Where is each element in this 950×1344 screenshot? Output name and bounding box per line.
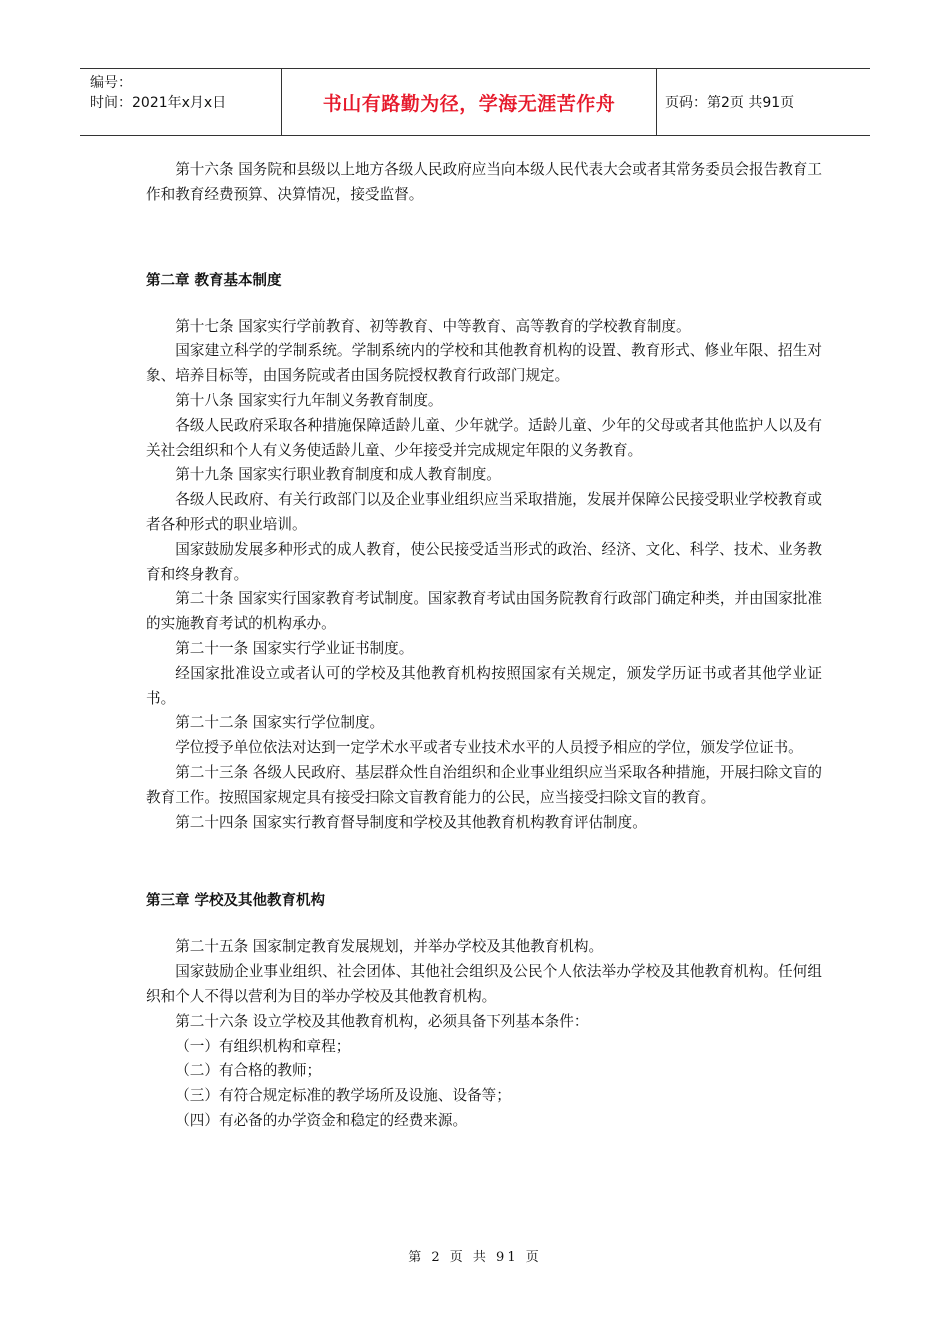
paragraph: 第二十三条 各级人民政府、基层群众性自治组织和企业事业组织应当采取各种措施，开展扫除文盲的教育工作。按照国家规定具有接受扫除文盲教育能力的公民，应当接受扫除文盲的教育。 [146,763,822,806]
chapter-2-title: 第二章 教育基本制度 [146,272,282,289]
paragraph: 第二十五条 国家制定教育发展规划，并举办学校及其他教育机构。 [175,938,604,956]
paragraph: 各级人民政府、有关行政部门以及企业事业组织应当采取措施，发展并保障公民接受职业学校教育或者各种形式的职业培训。 [146,491,822,533]
paragraph: 第二十条 国家实行国家教育考试制度。国家教育考试由国务院教育行政部门确定种类，并由国家批准的实施教育考试的机构承办。 [146,590,822,633]
paragraph: 国家鼓励企业事业组织、社会团体、其他社会组织及公民个人依法举办学校及其他教育机构。任何组织和个人不得以营利为目的举办学校及其他教育机构。 [146,963,822,1005]
chapter-3-title: 第三章 学校及其他教育机构 [146,893,326,910]
header-meta [80,69,282,135]
spacer [146,208,822,269]
paragraph: 第十九条 国家实行职业教育制度和成人教育制度。 [175,466,501,484]
paragraph: 各级人民政府采取各种措施保障适龄儿童、少年就学。适龄儿童、少年的父母或者其他监护人以及有关社会组织和个人有义务使适龄儿童、少年接受并完成规定年限的义务教育。 [146,416,822,459]
spacer [146,835,822,889]
document-time-label: 时间：2021年x月x日 [90,95,227,111]
document-number-label: 编号： [90,75,132,91]
document-body [146,158,822,1134]
condition-item: （四）有必备的办学资金和稳定的经费来源。 [175,1111,468,1129]
paragraph: 第二十六条 设立学校及其他教育机构，必须具备下列基本条件： [175,1012,589,1030]
article-16: 第十六条 国务院和县级以上地方各级人民政府应当向本级人民代表大会或者其常务委员会报告教育工作和教育经费预算、决算情况，接受监督。 [146,161,822,203]
page-footer: 第 2 页 共 91 页 [408,1250,542,1265]
condition-item: （二）有合格的教师； [175,1062,322,1080]
spacer [146,913,822,935]
paragraph: 第二十二条 国家实行学位制度。 [175,714,385,732]
header-page-label: 页码：第2页 共91页 [665,95,795,111]
paragraph: 国家建立科学的学制系统。学制系统内的学校和其他教育机构的设置、教育形式、修业年限、招生对象、培养目标等，由国务院或者由国务院授权教育行政部门规定。 [146,342,822,385]
condition-item: （三）有符合规定标准的教学场所及设施、设备等； [175,1087,511,1105]
paragraph: 第十七条 国家实行学前教育、初等教育、中等教育、高等教育的学校教育制度。 [175,317,691,335]
condition-item: （一）有组织机构和章程； [175,1037,351,1055]
paragraph: 第二十一条 国家实行学业证书制度。 [175,639,414,657]
paragraph: 经国家批准设立或者认可的学校及其他教育机构按照国家有关规定，颁发学历证书或者其他学业证书。 [146,664,822,707]
spacer [146,293,822,315]
paragraph: 国家鼓励发展多种形式的成人教育，使公民接受适当形式的政治、经济、文化、科学、技术、业务教育和终身教育。 [146,540,822,583]
header-motto: 书山有路勤为径，学海无涯苦作舟 [282,69,657,135]
paragraph: 学位授予单位依法对达到一定学术水平或者专业技术水平的人员授予相应的学位，颁发学位证书。 [175,739,803,757]
paragraph: 第十八条 国家实行九年制义务教育制度。 [175,391,443,409]
paragraph: 第二十四条 国家实行教育督导制度和学校及其他教育机构教育评估制度。 [175,813,647,831]
page-header [80,68,870,136]
